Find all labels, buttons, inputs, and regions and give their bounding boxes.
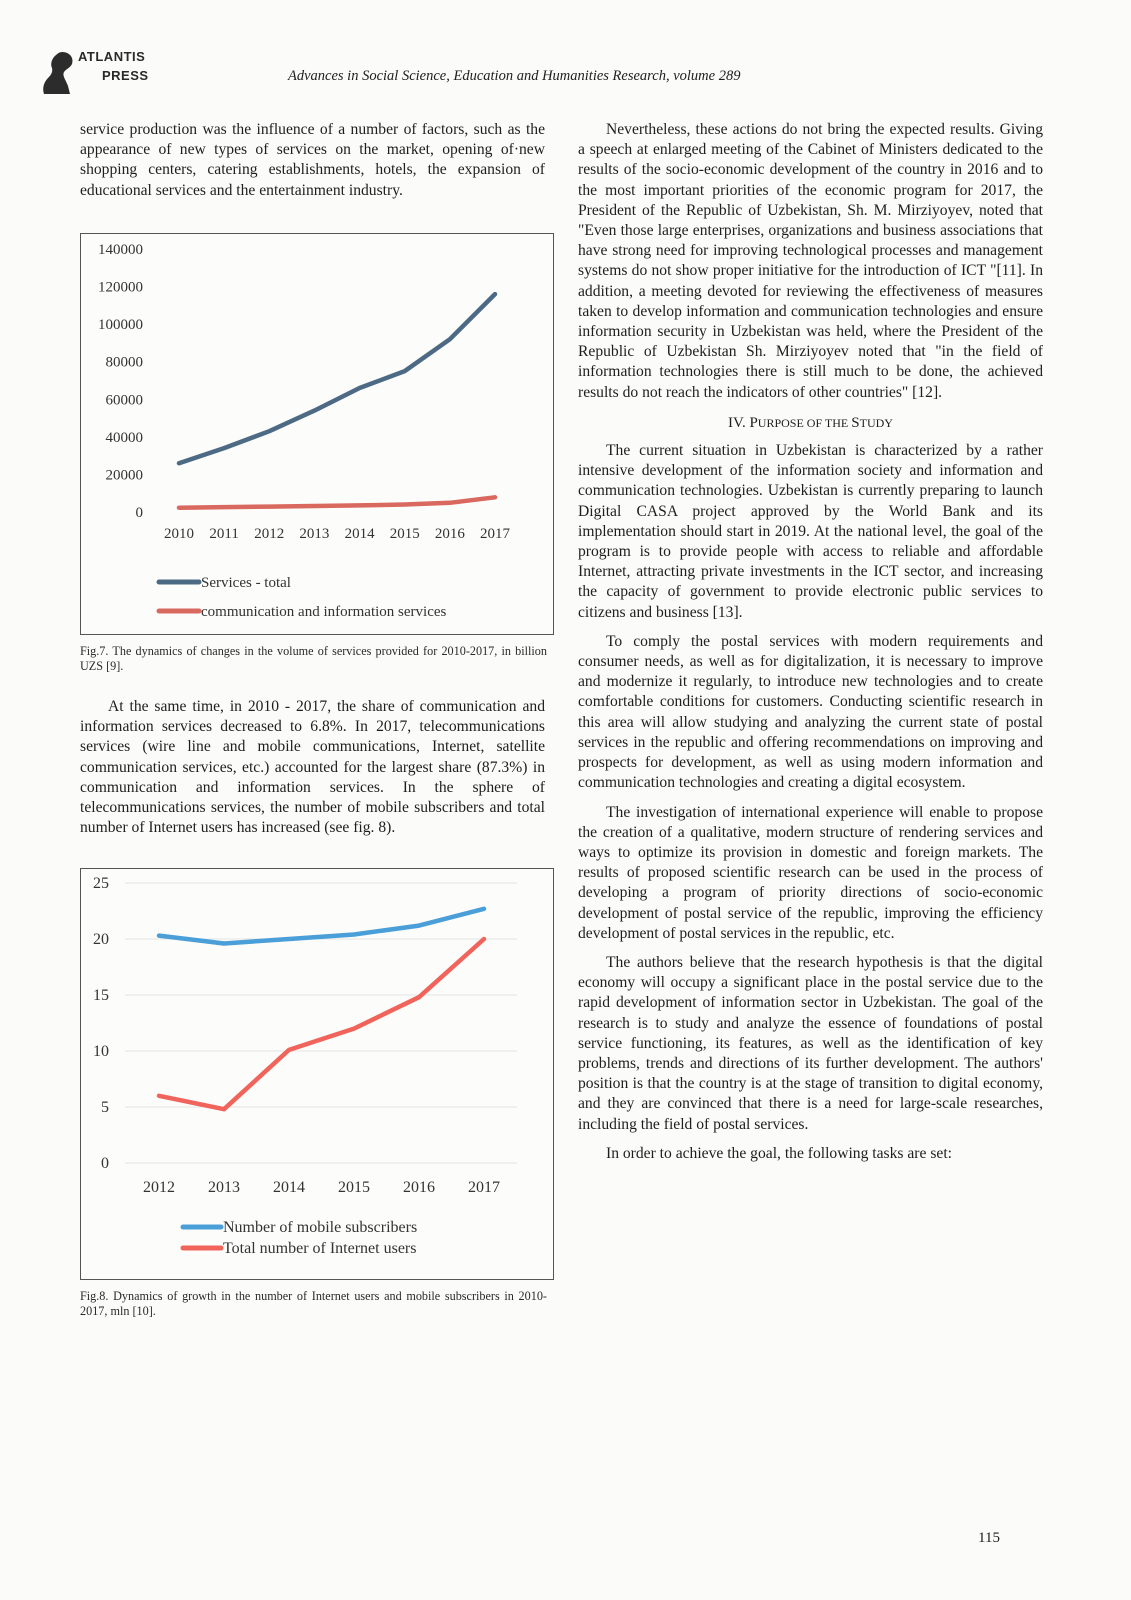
logo-text-atlantis: ATLANTIS bbox=[78, 49, 146, 64]
right-paragraph-6: In order to achieve the goal, the following tasks are set: bbox=[606, 1144, 952, 1162]
y-tick-label: 20000 bbox=[105, 467, 143, 484]
y-tick-label: 0 bbox=[135, 505, 143, 521]
x-tick-label: 2015 bbox=[338, 1179, 370, 1196]
logo-text-press: PRESS bbox=[102, 68, 149, 83]
thinker-logo-icon bbox=[40, 50, 78, 94]
y-tick-label: 15 bbox=[93, 987, 109, 1004]
legend-label: communication and information services bbox=[201, 604, 447, 620]
y-tick-label: 100000 bbox=[98, 317, 143, 334]
internet-mobile-line-chart bbox=[81, 869, 553, 1279]
x-tick-label: 2012 bbox=[143, 1179, 175, 1196]
x-tick-label: 2017 bbox=[480, 526, 510, 542]
x-tick-label: 2016 bbox=[403, 1179, 435, 1196]
section-heading: IV. PURPOSE OF THE STUDY bbox=[728, 414, 893, 431]
y-tick-label: 25 bbox=[93, 875, 109, 892]
y-tick-label: 140000 bbox=[98, 242, 143, 258]
y-tick-label: 10 bbox=[93, 1043, 109, 1060]
x-tick-label: 2013 bbox=[299, 526, 330, 542]
figure-7-caption: Fig.7. The dynamics of changes in the volume of services provided for 2010-2017, in billion UZS [9]. bbox=[80, 644, 547, 673]
legend-label: Total number of Internet users bbox=[223, 1240, 417, 1257]
y-tick-label: 20 bbox=[93, 931, 109, 948]
x-tick-label: 2017 bbox=[468, 1179, 500, 1196]
publisher-logo bbox=[40, 46, 160, 96]
y-tick-label: 0 bbox=[101, 1155, 109, 1172]
x-tick-label: 2010 bbox=[164, 526, 194, 542]
x-tick-label: 2016 bbox=[434, 526, 465, 542]
journal-title: Advances in Social Science, Education and Humanities Research, volume 289 bbox=[288, 68, 741, 84]
x-tick-label: 2011 bbox=[209, 526, 239, 542]
figure-8-chart bbox=[80, 868, 554, 1280]
x-tick-label: 2014 bbox=[273, 1179, 305, 1196]
legend-label: Services - total bbox=[201, 575, 291, 591]
y-tick-label: 5 bbox=[101, 1099, 109, 1116]
x-tick-label: 2013 bbox=[208, 1179, 240, 1196]
y-tick-label: 120000 bbox=[98, 279, 143, 296]
right-paragraph-3: To comply the postal services with modern requirements and consumer needs, as well as for digitalization, it is necessary to improve and modernize it regularly, to introduce new technologies and to create comfortable conditions for customers. Conducting scientific research in this area will allow studying and analyzing the current state of postal services in the republic and offering recommendations on improving and prospects for development, as well as using modern information and communication technologies and creating a digital ecosystem. bbox=[578, 632, 1043, 792]
services-volume-line-chart bbox=[81, 234, 553, 634]
x-tick-label: 2015 bbox=[389, 526, 420, 542]
page-number: 115 bbox=[978, 1530, 1000, 1546]
y-tick-label: 80000 bbox=[105, 354, 143, 371]
x-tick-label: 2014 bbox=[344, 526, 375, 542]
right-paragraph-5: The authors believe that the research hypothesis is that the digital economy will occupy a significant place in the postal service due to the rapid development of information sector in Uzbekistan. The goal of the research is to study and analyze the essence of foundations of postal service functioning, its features, as well as the identification of key problems, trends and directions of its further development. The authors' position is that the country is at the stage of transition to digital economy, and they are convinced that there is a need for large-scale researches, including the field of postal services. bbox=[578, 953, 1043, 1133]
series-line-2 bbox=[179, 497, 495, 507]
left-paragraph-1: service production was the influence of a number of factors, such as the appearance of new types of services on the market, opening of·new shopping centers, catering establishments, hotels, the expansion of educational services and the entertainment industry. bbox=[80, 121, 545, 199]
y-tick-label: 60000 bbox=[105, 392, 143, 409]
series-line-2 bbox=[159, 939, 484, 1109]
left-paragraph-2: At the same time, in 2010 - 2017, the share of communication and information services decreased to 6.8%. In 2017, telecommunications services (wire line and mobile communications, Internet, satellite communication services, etc.) accounted for the largest share (87.3%) in communication and information services. In the sphere of telecommunications services, the number of mobile subscribers and total number of Internet users has increased (see fig. 8). bbox=[80, 698, 545, 837]
figure-7-chart bbox=[80, 233, 554, 635]
series-line-1 bbox=[179, 294, 495, 463]
y-tick-label: 40000 bbox=[105, 429, 143, 446]
right-paragraph-1: Nevertheless, these actions do not bring the expected results. Giving a speech at enlarged meeting of the Cabinet of Ministers dedicated to the results of the socio-economic development of the country in 2016 and to the most important priorities of the economic program for 2017, the President of the Republic of Uzbekistan, Sh. M. Mirziyoyev, noted that "Even those large enterprises, organizations and business associations that have strong need for improving technological processes and management systems do not show proper initiative for the introduction of ICT "[11]. In addition, a meeting devoted for reviewing the effectiveness of measures taken to develop information and communication technologies and ensure information security in Uzbekistan was held, where the President of the Republic of Uzbekistan Sh. Mirziyoyev noted that "in the field of information technologies there is still much to be done, the achieved results do not reach the indicators of other countries" [12]. bbox=[578, 121, 1043, 401]
figure-8-caption: Fig.8. Dynamics of growth in the number of Internet users and mobile subscribers in 2010-2017, mln [10]. bbox=[80, 1289, 547, 1318]
x-tick-label: 2012 bbox=[254, 526, 285, 542]
right-column bbox=[578, 120, 1043, 1173]
right-paragraph-2: The current situation in Uzbekistan is characterized by a rather intensive development of the information society and information and communication technologies. Uzbekistan is currently preparing to launch Digital CASA project approved by the World Bank and its implementation should start in 2019. At the national level, the goal of the program is to provide people with access to reliable and affordable Internet, attracting private investments in the ICT sector, and increasing the capacity of government to provide electronic public services to citizens and business [13]. bbox=[578, 442, 1043, 621]
right-paragraph-4: The investigation of international experience will enable to propose the creation of a qualitative, modern structure of rendering services and ways to optimize its provision in domestic and foreign markets. The results of proposed scientific research can be used in the process of developing a program of priority directions of socio-economic development of postal service of the republic, improving the efficiency development of postal services in the republic, etc. bbox=[578, 803, 1043, 942]
legend-label: Number of mobile subscribers bbox=[223, 1219, 418, 1236]
series-line-1 bbox=[159, 909, 484, 944]
